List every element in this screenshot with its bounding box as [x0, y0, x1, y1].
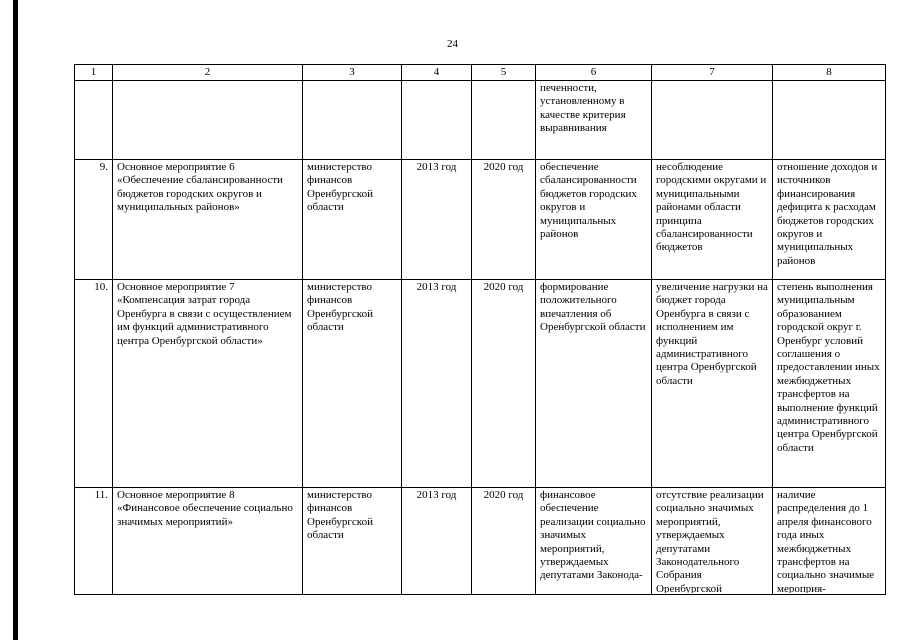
end-year: 2020 год [472, 488, 536, 595]
column-header-6: 6 [536, 65, 652, 81]
table-row-9 [75, 160, 886, 280]
related-indicator: отношение доходов и источников финансирования дефицита к расходам бюджетов городских округов и муниципальных районов [773, 160, 886, 280]
end-year: 2020 год [472, 280, 536, 488]
continuation-row [75, 81, 886, 160]
start-year: 2013 год [402, 280, 472, 488]
event-name: Основное мероприятие 6 «Обеспечение сбалансированности бюджетов городских округов и муниципальных районов» [113, 160, 303, 280]
non-implementation-consequences: несоблюдение городскими округами и муниципальными районами области принципа сбалансированности бюджетов [652, 160, 773, 280]
expected-result: формирование положительного впечатления об Оренбургской области [536, 280, 652, 488]
start-year: 2013 год [402, 160, 472, 280]
executor: министерство финансов Оренбургской области [303, 488, 402, 595]
page-number: 24 [447, 38, 458, 50]
column-header-3: 3 [303, 65, 402, 81]
event-name: Основное мероприятие 8 «Финансовое обеспечение социально значимых мероприятий» [113, 488, 303, 595]
continuation-result-text: печенности, установленному в качестве критерия выравнивания [536, 81, 652, 160]
row-number: 10. [75, 280, 113, 488]
column-header-1: 1 [75, 65, 113, 81]
row-number: 9. [75, 160, 113, 280]
column-header-7: 7 [652, 65, 773, 81]
scan-left-edge-bar [13, 0, 18, 640]
related-indicator: степень выполнения муниципальным образованием городской округ г. Оренбург условий соглашения о предоставлении иных межбюджетных трансфертов на выполнение функций административного центра Оренбургской области [773, 280, 886, 488]
row-number: 11. [75, 488, 113, 595]
non-implementation-consequences: отсутствие реализации социально значимых мероприятий, утверждаемых депутатами Законодательного Собрания Оренбургской [652, 488, 773, 595]
column-number-row [75, 65, 886, 81]
column-header-8: 8 [773, 65, 886, 81]
column-header-5: 5 [472, 65, 536, 81]
event-name: Основное мероприятие 7 «Компенсация затрат города Оренбурга в связи с осуществлением им функций административного центра Оренбургской области» [113, 280, 303, 488]
non-implementation-consequences: увеличение нагрузки на бюджет города Оренбурга в связи с исполнением им функций административного центра Оренбургской области [652, 280, 773, 488]
program-events-table [74, 64, 886, 595]
column-header-2: 2 [113, 65, 303, 81]
related-indicator: наличие распределения до 1 апреля финансового года иных межбюджетных трансфертов на социально значимые мероприя- [773, 488, 886, 595]
expected-result: финансовое обеспечение реализации социально значимых мероприятий, утверждаемых депутатами Законода- [536, 488, 652, 595]
expected-result: обеспечение сбалансированности бюджетов городских округов и муниципальных районов [536, 160, 652, 280]
end-year: 2020 год [472, 160, 536, 280]
column-header-4: 4 [402, 65, 472, 81]
table-row-11 [75, 488, 886, 595]
table-row-10 [75, 280, 886, 488]
executor: министерство финансов Оренбургской области [303, 280, 402, 488]
start-year: 2013 год [402, 488, 472, 595]
executor: министерство финансов Оренбургской области [303, 160, 402, 280]
